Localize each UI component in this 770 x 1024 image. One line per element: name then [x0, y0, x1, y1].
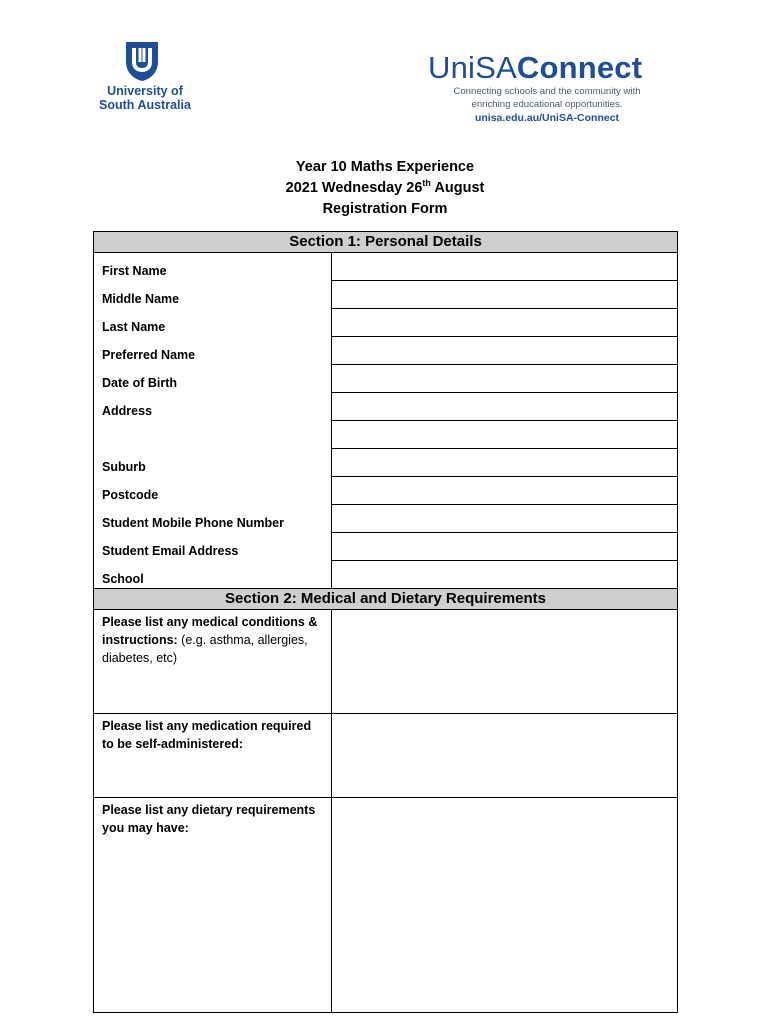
preferred-name-field[interactable] [332, 337, 678, 365]
dietary-requirements-field[interactable] [332, 798, 678, 1013]
school-label: School [94, 561, 332, 589]
mobile-phone-field[interactable] [332, 505, 678, 533]
medication-label: Please list any medication required to be self-administered: [94, 714, 332, 798]
middle-name-label: Middle Name [94, 281, 332, 309]
date-of-birth-field[interactable] [332, 365, 678, 393]
first-name-label: First Name [94, 253, 332, 281]
connect-url[interactable]: unisa.edu.au/UniSA-Connect [474, 112, 620, 124]
suburb-field[interactable] [332, 449, 678, 477]
medication-field[interactable] [332, 714, 678, 798]
connect-tagline: Connecting schools and the community with enriching educational opportunities. [453, 86, 641, 110]
last-name-field[interactable] [332, 309, 678, 337]
email-label: Student Email Address [94, 533, 332, 561]
dietary-requirements-label: Please list any dietary requirements you may have: [94, 798, 332, 1013]
section-2-heading: Section 2: Medical and Dietary Requirements [94, 589, 678, 610]
suburb-label: Suburb [94, 449, 332, 477]
first-name-field[interactable] [332, 253, 678, 281]
last-name-label: Last Name [94, 309, 332, 337]
unisa-connect-logo [428, 50, 668, 124]
form-title: Year 10 Maths Experience 2021 Wednesday 26th August Registration Form [285, 159, 485, 217]
address-field-line-1[interactable] [332, 393, 678, 421]
section-1-heading: Section 1: Personal Details [94, 232, 678, 253]
registration-form-table [93, 231, 678, 1013]
email-field[interactable] [332, 533, 678, 561]
medical-conditions-label: Please list any medical conditions & instructions: (e.g. asthma, allergies, diabetes, etc) [94, 610, 332, 714]
middle-name-field[interactable] [332, 281, 678, 309]
mobile-phone-label: Student Mobile Phone Number [94, 505, 332, 533]
school-field[interactable] [332, 561, 678, 589]
connect-brand: UniSAConnect [428, 50, 643, 85]
university-name: University of South Australia [99, 84, 191, 112]
preferred-name-label: Preferred Name [94, 337, 332, 365]
address-field-line-2[interactable] [332, 421, 678, 449]
medical-conditions-field[interactable] [332, 610, 678, 714]
university-of-south-australia-logo [90, 40, 200, 120]
postcode-field[interactable] [332, 477, 678, 505]
date-of-birth-label: Date of Birth [94, 365, 332, 393]
university-emblem-icon [122, 40, 162, 82]
address-label: Address [94, 393, 332, 449]
postcode-label: Postcode [94, 477, 332, 505]
